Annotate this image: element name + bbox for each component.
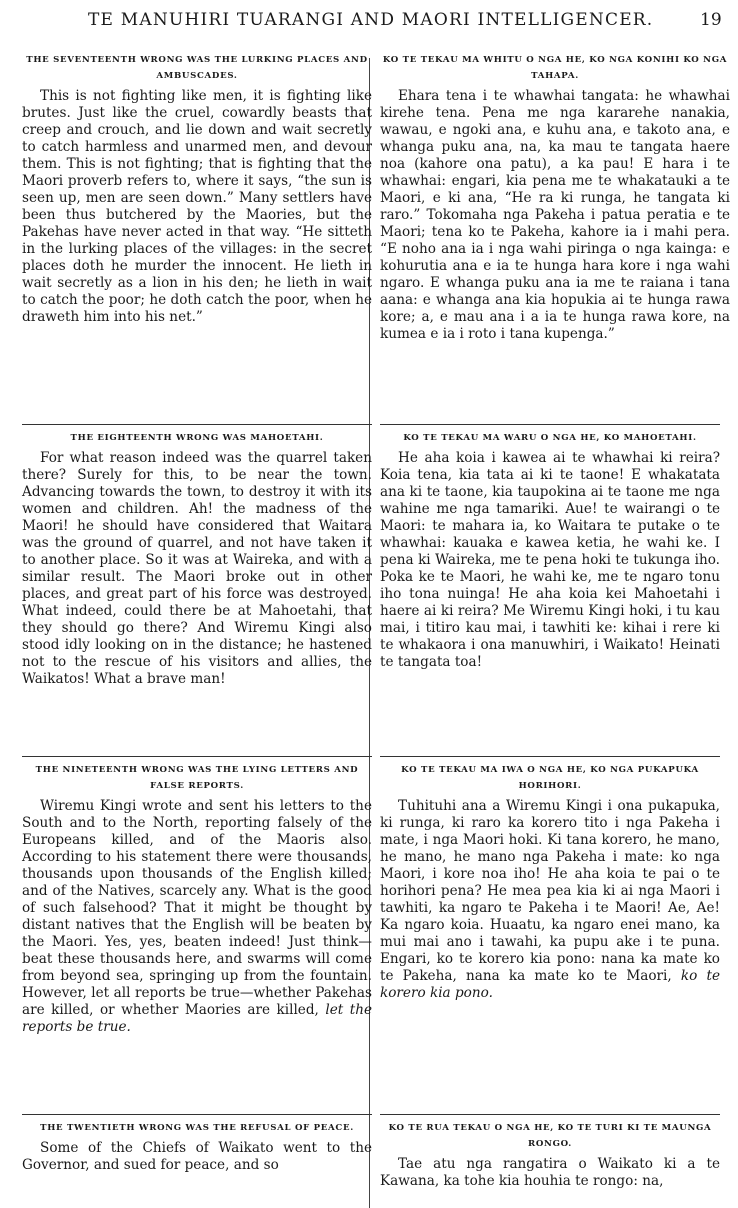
section-body: Some of the Chiefs of Waikato went to the Governor, and sued for peace, and so (22, 1140, 372, 1173)
section-divider (380, 424, 720, 425)
section-tekau-ma-waru (380, 430, 720, 671)
section-body: He aha koia i kawea ai te whawhai ki reira? Koia tena, kia tata ai ki te taone! E whakatata ana ki te taone, kia taupokina ai te taone me nga wahine me nga tamariki. Aue! te wairangi o te Maori: te mahara ia, ko Waitara te putake o te whawhai: kauaka e kawea ketia, he wahi ke. I pena ki Waireka, me te pena hoki te tukunga iho. Poka ke te Maori, he wahi ke, me te ngaro tonu iho tona nuinga! He aha koia kei Mahoetahi i haere ai ki reira? Me Wiremu Kingi hoki, i tu kau mai, i titiro kau mai, i tawhiti ke: kihai i rere ki te whakaora i ona manuwhiri, i Waikato! Heinati te tangata toa! (380, 450, 720, 670)
section-heading: THE SEVENTEENTH WRONG WAS THE LURKING PLACES AND AMBUSCADES. (26, 55, 368, 81)
italic-closing: ko te korero kia pono. (380, 968, 720, 1001)
section-eighteenth-wrong (22, 430, 372, 688)
publication-title: TE MANUHIRI TUARANGI AND MAORI INTELLIGENCER. (88, 10, 654, 30)
section-heading: KO TE RUA TEKAU O NGA HE, KO TE TURI KI TE MAUNGA RONGO. (388, 1123, 712, 1149)
section-heading: KO TE TEKAU MA WARU O NGA HE, KO MAHOETAHI. (403, 433, 697, 443)
section-seventeenth-wrong (22, 52, 372, 326)
section-divider (22, 424, 372, 425)
section-divider (22, 756, 372, 757)
section-divider (380, 1114, 720, 1115)
section-body: Tae atu nga rangatira o Waikato ki a te Kawana, ka tohe kia houhia te rongo: na, (380, 1156, 720, 1189)
section-heading: KO TE TEKAU MA WHITU O NGA HE, KO NGA KONIHI KO NGA TAHAPA. (382, 55, 728, 81)
body-text: Wiremu Kingi wrote and sent his letters to the South and to the North, reporting falsely of the Europeans killed, and of the Maoris also. According to his statement there were thousands, thousands upon thousands of the English killed; and of the Natives, scarcely any. What is the good of such falsehood? That it might be thought by distant natives that the English will be beaten by the Maori. Yes, yes, beaten indeed! Just think—beat these thousands here, and swarms will come from beyond sea, springing up from the fountain. However, let all reports be true—whether Pakehas are killed, or whether Maories are killed, (22, 798, 372, 1018)
section-rua-tekau (380, 1120, 720, 1190)
section-tekau-ma-iwa (380, 762, 720, 1002)
body-text: Tuhituhi ana a Wiremu Kingi i ona pukapuka, ki runga, ki raro ka korero tito i nga Pakeha i mate, i nga Maori hoki. Ki tana korero, he mano, he mano, he mano nga Pakeha i mate: ko nga Maori, i kore noa iho! He aha koia te pai o te horihori pena? He mea pea kia ki ai nga Maori i tawhiti, ka ngaro te Pakeha i te Maori! Ae, Ae! Ka ngaro koia. Huaatu, ka ngaro enei mano, ka mui mai ano i tawahi, ka pupu ake i te puna. Engari, ko te korero kia pono: nana ka mate ko te Pakeha, nana ka mate ko te Maori, (380, 798, 720, 984)
section-divider (380, 756, 720, 757)
section-heading: THE TWENTIETH WRONG WAS THE REFUSAL OF PEACE. (40, 1123, 354, 1133)
section-tekau-ma-whitu (380, 52, 730, 343)
section-body: This is not fighting like men, it is fighting like brutes. Just like the cruel, cowardly beasts that creep and crouch, and lie down and wait secretly to catch harmless and unarmed men, and devour them. This is not fighting; that is fighting that the Maori proverb refers to, where it says, “the sun is seen up, men are seen down.” Many settlers have been thus butchered by the Maories, but the Pakehas have never acted in that way. “He sitteth in the lurking places of the villages: in the secret places doth he murder the innocent. He lieth in wait secretly as a lion in his den; he lieth in wait to catch the poor; he doth catch the poor, when he draweth him into his net.” (22, 88, 372, 325)
section-divider (22, 1114, 372, 1115)
section-nineteenth-wrong (22, 762, 372, 1036)
page-header (0, 4, 738, 34)
page-number: 19 (700, 10, 722, 30)
section-heading: KO TE TEKAU MA IWA O NGA HE, KO NGA PUKAPUKA HORIHORI. (401, 765, 699, 791)
section-body (380, 798, 720, 1002)
section-heading: THE EIGHTEENTH WRONG WAS MAHOETAHI. (70, 433, 324, 443)
section-body (22, 798, 372, 1036)
section-body: Ehara tena i te whawhai tangata: he whawhai kirehe tena. Pena me nga kararehe nanakia, wawau, e ngoki ana, e kuhu ana, e takoto ana, e whanga puku ana, na, ka mau te tangata haere noa (kahore ona patu), a ka pau! E hara i te whawhai: engari, kia pena me te whakatauki a te Maori, e ki ana, “He ra ki runga, he tangata ki raro.” Tokomaha nga Pakeha i patua peratia e te Maori; tena ko te Pakeha, kahore ia i mahi pera. “E noho ana ia i nga wahi piringa o nga kainga: e kohurutia ana e ia te hunga hara kore i nga wahi ngaro. E whanga puku ana ia me te raiana i tana aana: e whanga ana kia hopukia ai te hunga rawa kore; a, e mau ana i a ia te hunga rawa kore, na kumea e ia i roto i tana kupenga.” (380, 88, 730, 342)
italic-closing: let the reports be true. (22, 1002, 372, 1035)
section-twentieth-wrong (22, 1120, 372, 1174)
section-body: For what reason indeed was the quarrel taken there? Surely for this, to be near the town. Advancing towards the town, to destroy it with its women and children. Ah! the madness of the Maori! he should have considered that Waitara was the ground of quarrel, and not have taken it to another place. So it was at Waireka, and with a similar result. The Maori broke out in other places, and great part of his force was destroyed. What indeed, could there be at Mahoetahi, that they should go there? And Wiremu Kingi also stood idly looking on in the distance; he hastened not to the rescue of his visitors and allies, the Waikatos! What a brave man! (22, 450, 372, 687)
section-heading: THE NINETEENTH WRONG WAS THE LYING LETTERS AND FALSE REPORTS. (35, 765, 359, 791)
